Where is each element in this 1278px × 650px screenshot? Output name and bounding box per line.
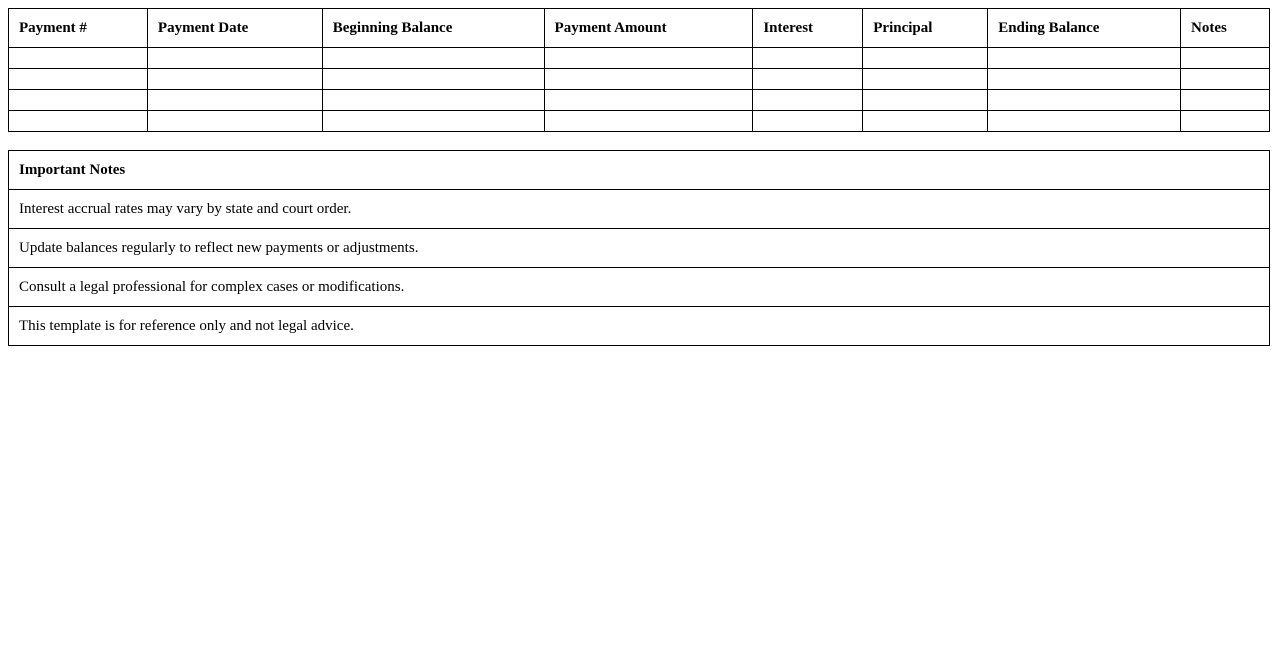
table-cell[interactable] bbox=[988, 69, 1181, 90]
note-text: Consult a legal professional for complex cases or modifications. bbox=[9, 268, 1270, 307]
table-cell[interactable] bbox=[147, 90, 322, 111]
table-cell[interactable] bbox=[322, 69, 544, 90]
table-cell[interactable] bbox=[9, 90, 148, 111]
header-payment-amount: Payment Amount bbox=[544, 9, 753, 48]
table-cell[interactable] bbox=[147, 111, 322, 132]
table-cell[interactable] bbox=[753, 90, 863, 111]
table-cell[interactable] bbox=[322, 111, 544, 132]
payment-schedule-table bbox=[8, 8, 1270, 132]
table-cell[interactable] bbox=[863, 48, 988, 69]
note-text: Interest accrual rates may vary by state and court order. bbox=[9, 190, 1270, 229]
table-cell[interactable] bbox=[1181, 48, 1270, 69]
header-interest: Interest bbox=[753, 9, 863, 48]
table-cell[interactable] bbox=[1181, 111, 1270, 132]
header-ending-balance: Ending Balance bbox=[988, 9, 1181, 48]
notes-title: Important Notes bbox=[9, 151, 1270, 190]
table-cell[interactable] bbox=[147, 69, 322, 90]
table-cell[interactable] bbox=[988, 48, 1181, 69]
header-beginning-balance: Beginning Balance bbox=[322, 9, 544, 48]
table-cell[interactable] bbox=[1181, 69, 1270, 90]
table-cell[interactable] bbox=[1181, 90, 1270, 111]
table-cell[interactable] bbox=[863, 111, 988, 132]
important-notes-table bbox=[8, 150, 1270, 346]
table-cell[interactable] bbox=[544, 90, 753, 111]
table-cell[interactable] bbox=[753, 111, 863, 132]
header-principal: Principal bbox=[863, 9, 988, 48]
table-cell[interactable] bbox=[863, 90, 988, 111]
table-cell[interactable] bbox=[544, 69, 753, 90]
list-item bbox=[9, 229, 1270, 268]
table-cell[interactable] bbox=[863, 69, 988, 90]
table-cell[interactable] bbox=[753, 48, 863, 69]
table-row bbox=[9, 48, 1270, 69]
table-cell[interactable] bbox=[544, 111, 753, 132]
table-cell[interactable] bbox=[9, 48, 148, 69]
table-cell[interactable] bbox=[753, 69, 863, 90]
list-item bbox=[9, 268, 1270, 307]
note-text: This template is for reference only and not legal advice. bbox=[9, 307, 1270, 346]
table-cell[interactable] bbox=[9, 69, 148, 90]
list-item bbox=[9, 190, 1270, 229]
table-cell[interactable] bbox=[544, 48, 753, 69]
table-cell[interactable] bbox=[322, 48, 544, 69]
table-row bbox=[9, 90, 1270, 111]
table-row bbox=[9, 111, 1270, 132]
table-row bbox=[9, 69, 1270, 90]
table-cell[interactable] bbox=[322, 90, 544, 111]
table-cell[interactable] bbox=[9, 111, 148, 132]
table-cell[interactable] bbox=[988, 90, 1181, 111]
header-payment-number: Payment # bbox=[9, 9, 148, 48]
table-header-row bbox=[9, 9, 1270, 48]
header-payment-date: Payment Date bbox=[147, 9, 322, 48]
table-cell[interactable] bbox=[988, 111, 1181, 132]
note-text: Update balances regularly to reflect new payments or adjustments. bbox=[9, 229, 1270, 268]
table-cell[interactable] bbox=[147, 48, 322, 69]
notes-header-row bbox=[9, 151, 1270, 190]
header-notes: Notes bbox=[1181, 9, 1270, 48]
list-item bbox=[9, 307, 1270, 346]
